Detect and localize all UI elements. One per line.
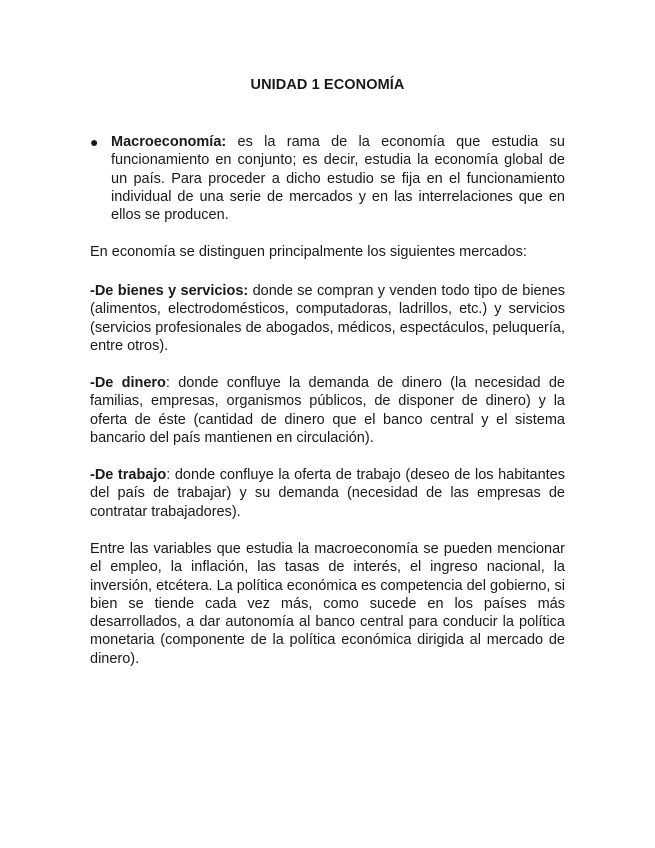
market-definition: : donde confluye la demanda de dinero (la necesidad de familias, empresas, organismos públicos, de disponer de dinero) y la oferta de éste (cantidad de dinero que el banco central y el sistema bancario del país mantienen en circulación). [90, 375, 565, 446]
bullet-icon: ● [90, 134, 99, 150]
market-term: -De trabajo [90, 467, 167, 483]
page-title: UNIDAD 1 ECONOMÍA [250, 77, 405, 93]
bullet-paragraph [111, 133, 565, 224]
market-definition: donde se compran y venden todo tipo de bienes (alimentos, electrodomésticos, computadoras, ladrillos, etc.) y servicios (servicios profesionales de abogados, médicos, espectáculos, peluquería, entre otros). [90, 283, 565, 354]
market-definition: : donde confluye la oferta de trabajo (deseo de los habitantes del país de trabajar) y su demanda (necesidad de las empresas de contratar trabajadores). [90, 467, 565, 520]
bullet-definition: es la rama de la economía que estudia su funcionamiento en conjunto; es decir, estudia la economía global de un país. Para proceder a dicho estudio se fija en el funcionamiento individual de una serie de mercados y en las interrelaciones que en ellos se producen. [111, 134, 565, 224]
intro-paragraph: En economía se distinguen principalmente los siguientes mercados: [90, 244, 527, 260]
bullet-term: Macroeconomía: [111, 134, 227, 150]
market-term: -De dinero [90, 375, 166, 391]
market-paragraph-trabajo [90, 466, 565, 521]
market-paragraph-bienes [90, 282, 565, 355]
market-term: -De bienes y servicios: [90, 283, 249, 299]
market-paragraph-dinero [90, 374, 565, 447]
closing-paragraph: Entre las variables que estudia la macroeconomía se pueden mencionar el empleo, la inflación, las tasas de interés, el ingreso nacional, la inversión, etcétera. La política económica es competencia del gobierno, si bien se tiende cada vez más, como sucede en los países más desarrollados, a dar autonomía al banco central para conducir la política monetaria (componente de la política económica dirigida al mercado de dinero). [90, 541, 565, 667]
